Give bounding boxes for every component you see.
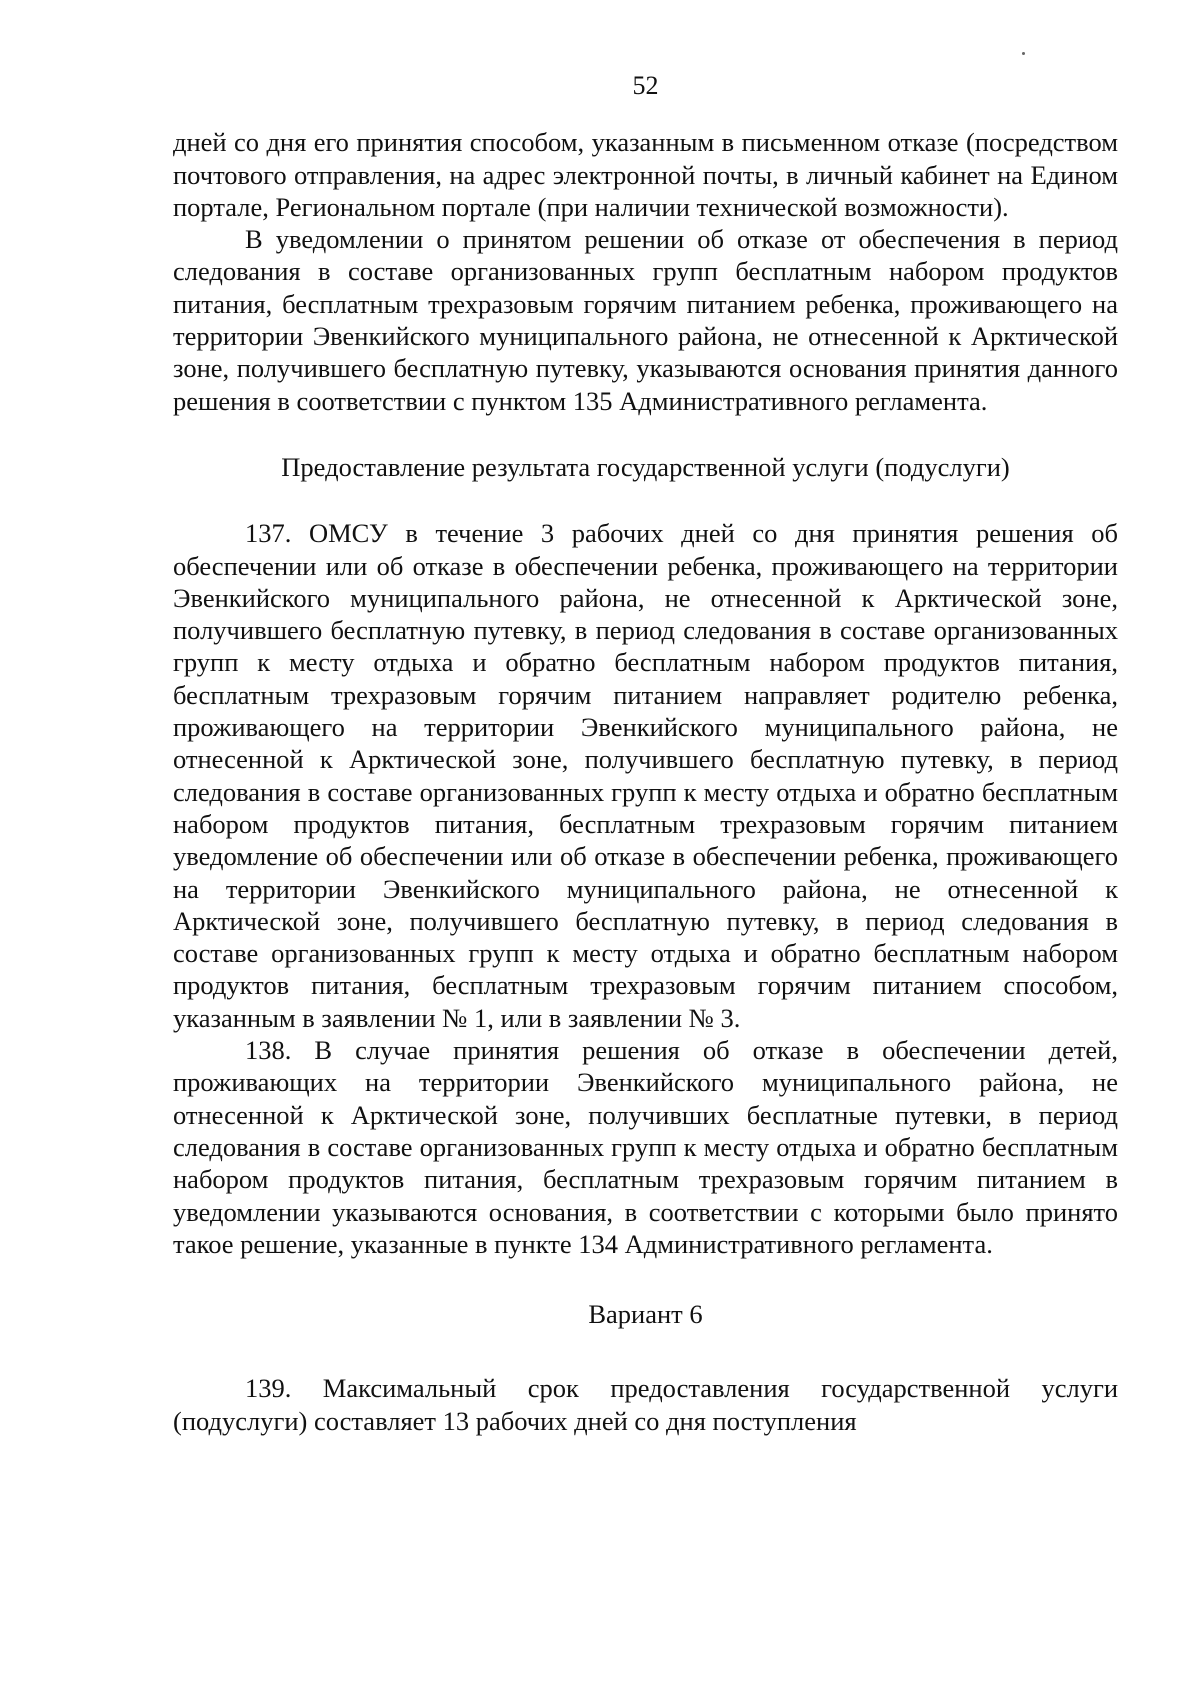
paragraph-refusal-notice: В уведомлении о принятом решении об отказе от обеспечения в период следования в составе организованных групп бесплатным набором продуктов питания, бесплатным трехразовым горячим питанием ребенка, проживающего на территории Эвенкийского муниципального района, не отнесенной к Арктической зоне, получившего бесплатную путевку, указываются основания принятия данного решения в соответствии с пунктом 135 Административного регламента. bbox=[173, 224, 1118, 416]
paragraph-139: 139. Максимальный срок предоставления государственной услуги (подуслуги) составляет 13 рабочих дней со дня поступления bbox=[173, 1373, 1118, 1436]
scan-speck bbox=[1022, 52, 1025, 55]
document-page bbox=[173, 60, 1118, 1437]
section-heading-variant: Вариант 6 bbox=[588, 1299, 703, 1330]
paragraph-continuation: дней со дня его принятия способом, указанным в письменном отказе (посредством почтового отправления, на адрес электронной почты, в личный кабинет на Едином портале, Региональном портале (при наличии технической возможности). bbox=[173, 127, 1118, 222]
section-heading-result: Предоставление результата государственной услуги (подуслуги) bbox=[281, 451, 1010, 482]
paragraph-138: 138. В случае принятия решения об отказе в обеспечении детей, проживающих на территории Эвенкийского муниципального района, не отнесенной к Арктической зоне, получивших бесплатные путевки, в период следования в составе организованных групп к месту отдыха и обратно бесплатным набором продуктов питания, бесплатным трехразовым горячим питанием в уведомлении указываются основания, в соответствии с которыми было принято такое решение, указанные в пункте 134 Административного регламента. bbox=[173, 1035, 1118, 1259]
page-number: 52 bbox=[632, 71, 659, 100]
paragraph-137: 137. ОМСУ в течение 3 рабочих дней со дня принятия решения об обеспечении или об отказе в обеспечении ребенка, проживающего на территории Эвенкийского муниципального района, не отнесенной к Арктической зоне, получившего бесплатную путевку, в период следования в составе организованных групп к месту отдыха и обратно бесплатным набором продуктов питания, бесплатным трехразовым горячим питанием направляет родителю ребенка, проживающего на территории Эвенкийского муниципального района, не отнесенной к Арктической зоне, получившего бесплатную путевку, в период следования в составе организованных групп к месту отдыха и обратно бесплатным набором продуктов питания, бесплатным трехразовым горячим питанием уведомление об обеспечении или об отказе в обеспечении ребенка, проживающего на территории Эвенкийского муниципального района, не отнесенной к Арктической зоне, получившего бесплатную путевку, в период следования в составе организованных групп к месту отдыха и обратно бесплатным набором продуктов питания, бесплатным трехразовым горячим питанием способом, указанным в заявлении № 1, или в заявлении № 3. bbox=[173, 518, 1118, 1033]
